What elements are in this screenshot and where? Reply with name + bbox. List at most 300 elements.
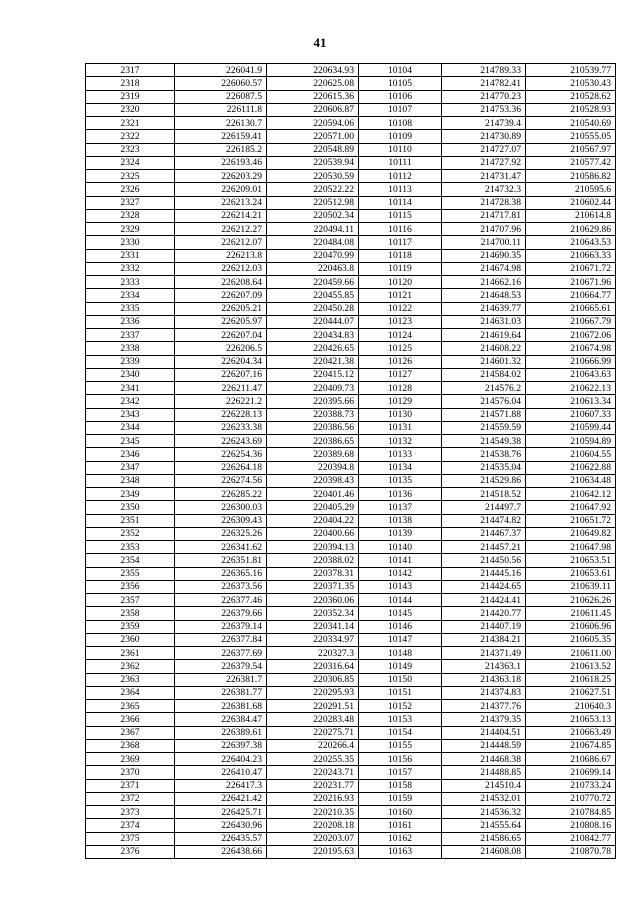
point-number-right-cell: 10124 [359,329,442,342]
y-coordinate-left-cell: 220371.35 [267,580,359,593]
y-coordinate-right-cell: 210627.51 [526,686,616,699]
point-number-right-cell: 10162 [359,832,442,845]
point-number-right-cell: 10158 [359,779,442,792]
y-coordinate-right-cell: 210555.05 [526,130,616,143]
point-number-left-cell: 2319 [86,90,175,103]
point-number-right-cell: 10150 [359,673,442,686]
point-number-right-cell: 10161 [359,819,442,832]
x-coordinate-left-cell: 226373.56 [175,580,267,593]
y-coordinate-right-cell: 210643.63 [526,368,616,381]
x-coordinate-left-cell: 226377.84 [175,633,267,646]
x-coordinate-left-cell: 226205.21 [175,302,267,315]
point-number-right-cell: 10148 [359,647,442,660]
y-coordinate-left-cell: 220539.94 [267,156,359,169]
x-coordinate-right-cell: 214662.16 [442,276,526,289]
y-coordinate-right-cell: 210604.55 [526,448,616,461]
x-coordinate-right-cell: 214727.07 [442,143,526,156]
y-coordinate-right-cell: 210586.82 [526,170,616,183]
table-row [86,64,616,77]
y-coordinate-right-cell: 210674.85 [526,739,616,752]
point-number-left-cell: 2345 [86,435,175,448]
table-row [86,223,616,236]
x-coordinate-left-cell: 226285.22 [175,488,267,501]
point-number-right-cell: 10132 [359,435,442,448]
y-coordinate-right-cell: 210842.77 [526,832,616,845]
x-coordinate-left-cell: 226111.8 [175,103,267,116]
y-coordinate-right-cell: 210594.89 [526,435,616,448]
x-coordinate-right-cell: 214728.38 [442,196,526,209]
point-number-right-cell: 10149 [359,660,442,673]
y-coordinate-right-cell: 210664.77 [526,289,616,302]
x-coordinate-left-cell: 226060.57 [175,77,267,90]
y-coordinate-right-cell: 210606.96 [526,620,616,633]
y-coordinate-right-cell: 210671.72 [526,262,616,275]
x-coordinate-left-cell: 226377.46 [175,594,267,607]
x-coordinate-right-cell: 214648.53 [442,289,526,302]
x-coordinate-left-cell: 226309.43 [175,514,267,527]
x-coordinate-left-cell: 226435.57 [175,832,267,845]
point-number-right-cell: 10129 [359,395,442,408]
point-number-right-cell: 10105 [359,77,442,90]
point-number-left-cell: 2321 [86,117,175,130]
x-coordinate-right-cell: 214518.52 [442,488,526,501]
y-coordinate-right-cell: 210629.86 [526,223,616,236]
table-row [86,209,616,222]
x-coordinate-right-cell: 214549.38 [442,435,526,448]
x-coordinate-left-cell: 226159.41 [175,130,267,143]
y-coordinate-left-cell: 220334.97 [267,633,359,646]
point-number-left-cell: 2373 [86,806,175,819]
x-coordinate-right-cell: 214770.23 [442,90,526,103]
point-number-right-cell: 10157 [359,766,442,779]
y-coordinate-right-cell: 210626.26 [526,594,616,607]
table-row [86,753,616,766]
point-number-right-cell: 10127 [359,368,442,381]
table-row [86,262,616,275]
y-coordinate-right-cell: 210667.79 [526,315,616,328]
y-coordinate-right-cell: 210528.93 [526,103,616,116]
coordinates-table [85,63,616,859]
point-number-left-cell: 2356 [86,580,175,593]
table-row [86,647,616,660]
y-coordinate-right-cell: 210651.72 [526,514,616,527]
x-coordinate-right-cell: 214707.96 [442,223,526,236]
point-number-right-cell: 10152 [359,700,442,713]
x-coordinate-right-cell: 214467.37 [442,527,526,540]
point-number-right-cell: 10154 [359,726,442,739]
x-coordinate-left-cell: 226438.66 [175,845,267,858]
x-coordinate-right-cell: 214371.49 [442,647,526,660]
table-row [86,554,616,567]
table-body [86,64,616,859]
point-number-right-cell: 10110 [359,143,442,156]
table-row [86,541,616,554]
x-coordinate-right-cell: 214690.35 [442,249,526,262]
point-number-right-cell: 10143 [359,580,442,593]
y-coordinate-right-cell: 210671.96 [526,276,616,289]
point-number-right-cell: 10135 [359,474,442,487]
y-coordinate-right-cell: 210699.14 [526,766,616,779]
point-number-left-cell: 2329 [86,223,175,236]
point-number-left-cell: 2374 [86,819,175,832]
y-coordinate-left-cell: 220426.65 [267,342,359,355]
table-row [86,726,616,739]
x-coordinate-left-cell: 226379.66 [175,607,267,620]
y-coordinate-left-cell: 220291.51 [267,700,359,713]
point-number-right-cell: 10140 [359,541,442,554]
x-coordinate-right-cell: 214576.04 [442,395,526,408]
x-coordinate-left-cell: 226417.3 [175,779,267,792]
x-coordinate-left-cell: 226228.13 [175,408,267,421]
point-number-left-cell: 2357 [86,594,175,607]
table-row [86,77,616,90]
table-row [86,779,616,792]
x-coordinate-right-cell: 214608.22 [442,342,526,355]
point-number-right-cell: 10160 [359,806,442,819]
point-number-left-cell: 2364 [86,686,175,699]
y-coordinate-left-cell: 220386.65 [267,435,359,448]
y-coordinate-right-cell: 210577.42 [526,156,616,169]
table-row [86,395,616,408]
table-row [86,382,616,395]
x-coordinate-left-cell: 226211.47 [175,382,267,395]
table-row [86,448,616,461]
x-coordinate-left-cell: 226212.27 [175,223,267,236]
point-number-left-cell: 2322 [86,130,175,143]
y-coordinate-left-cell: 220459.66 [267,276,359,289]
x-coordinate-left-cell: 226404.23 [175,753,267,766]
x-coordinate-left-cell: 226421.42 [175,792,267,805]
table-row [86,514,616,527]
x-coordinate-right-cell: 214384.21 [442,633,526,646]
table-row [86,739,616,752]
x-coordinate-right-cell: 214727.92 [442,156,526,169]
x-coordinate-left-cell: 226212.07 [175,236,267,249]
point-number-left-cell: 2332 [86,262,175,275]
x-coordinate-right-cell: 214457.21 [442,541,526,554]
page-number: 41 [313,35,327,50]
point-number-right-cell: 10163 [359,845,442,858]
x-coordinate-left-cell: 226130.7 [175,117,267,130]
point-number-left-cell: 2328 [86,209,175,222]
y-coordinate-left-cell: 220530.59 [267,170,359,183]
point-number-left-cell: 2330 [86,236,175,249]
table-row [86,607,616,620]
point-number-right-cell: 10112 [359,170,442,183]
x-coordinate-left-cell: 226425.71 [175,806,267,819]
y-coordinate-left-cell: 220634.93 [267,64,359,77]
y-coordinate-right-cell: 210663.49 [526,726,616,739]
table-row [86,673,616,686]
y-coordinate-right-cell: 210602.44 [526,196,616,209]
point-number-right-cell: 10151 [359,686,442,699]
x-coordinate-right-cell: 214584.02 [442,368,526,381]
y-coordinate-left-cell: 220571.00 [267,130,359,143]
table-row [86,806,616,819]
point-number-right-cell: 10159 [359,792,442,805]
y-coordinate-right-cell: 210634.48 [526,474,616,487]
table-row [86,567,616,580]
x-coordinate-left-cell: 226207.09 [175,289,267,302]
y-coordinate-left-cell: 220401.46 [267,488,359,501]
y-coordinate-right-cell: 210666.99 [526,355,616,368]
point-number-left-cell: 2376 [86,845,175,858]
table-row [86,527,616,540]
point-number-right-cell: 10131 [359,421,442,434]
y-coordinate-left-cell: 220404.22 [267,514,359,527]
y-coordinate-right-cell: 210567.97 [526,143,616,156]
x-coordinate-left-cell: 226351.81 [175,554,267,567]
point-number-right-cell: 10114 [359,196,442,209]
x-coordinate-right-cell: 214420.77 [442,607,526,620]
point-number-left-cell: 2371 [86,779,175,792]
point-number-left-cell: 2334 [86,289,175,302]
x-coordinate-right-cell: 214731.47 [442,170,526,183]
y-coordinate-right-cell: 210528.62 [526,90,616,103]
y-coordinate-left-cell: 220210.35 [267,806,359,819]
point-number-right-cell: 10119 [359,262,442,275]
point-number-right-cell: 10109 [359,130,442,143]
x-coordinate-left-cell: 226377.69 [175,647,267,660]
y-coordinate-right-cell: 210686.67 [526,753,616,766]
y-coordinate-left-cell: 220502.34 [267,209,359,222]
x-coordinate-right-cell: 214445.16 [442,567,526,580]
point-number-left-cell: 2352 [86,527,175,540]
y-coordinate-right-cell: 210770.72 [526,792,616,805]
y-coordinate-right-cell: 210611.45 [526,607,616,620]
y-coordinate-left-cell: 220208.18 [267,819,359,832]
y-coordinate-left-cell: 220327.3 [267,647,359,660]
x-coordinate-left-cell: 226381.68 [175,700,267,713]
y-coordinate-right-cell: 210539.77 [526,64,616,77]
table-row [86,143,616,156]
point-number-left-cell: 2335 [86,302,175,315]
table-row [86,660,616,673]
x-coordinate-left-cell: 226389.61 [175,726,267,739]
x-coordinate-left-cell: 226213.8 [175,249,267,262]
table-row [86,170,616,183]
point-number-left-cell: 2318 [86,77,175,90]
x-coordinate-left-cell: 226213.24 [175,196,267,209]
point-number-right-cell: 10117 [359,236,442,249]
x-coordinate-left-cell: 226087.5 [175,90,267,103]
x-coordinate-right-cell: 214608.08 [442,845,526,858]
x-coordinate-right-cell: 214407.19 [442,620,526,633]
y-coordinate-right-cell: 210611.00 [526,647,616,660]
x-coordinate-right-cell: 214576.2 [442,382,526,395]
point-number-left-cell: 2354 [86,554,175,567]
table-row [86,130,616,143]
x-coordinate-left-cell: 226206.5 [175,342,267,355]
x-coordinate-right-cell: 214450.56 [442,554,526,567]
y-coordinate-right-cell: 210639.11 [526,580,616,593]
y-coordinate-left-cell: 220295.93 [267,686,359,699]
point-number-right-cell: 10139 [359,527,442,540]
y-coordinate-right-cell: 210663.33 [526,249,616,262]
y-coordinate-right-cell: 210595.6 [526,183,616,196]
x-coordinate-right-cell: 214363.1 [442,660,526,673]
point-number-right-cell: 10142 [359,567,442,580]
x-coordinate-left-cell: 226430.96 [175,819,267,832]
x-coordinate-left-cell: 226274.56 [175,474,267,487]
point-number-left-cell: 2361 [86,647,175,660]
x-coordinate-right-cell: 214377.76 [442,700,526,713]
y-coordinate-right-cell: 210653.51 [526,554,616,567]
y-coordinate-left-cell: 220470.99 [267,249,359,262]
table-row [86,196,616,209]
y-coordinate-left-cell: 220341.14 [267,620,359,633]
point-number-left-cell: 2348 [86,474,175,487]
point-number-left-cell: 2323 [86,143,175,156]
x-coordinate-left-cell: 226203.29 [175,170,267,183]
x-coordinate-right-cell: 214674.98 [442,262,526,275]
point-number-left-cell: 2339 [86,355,175,368]
x-coordinate-right-cell: 214559.59 [442,421,526,434]
x-coordinate-left-cell: 226381.7 [175,673,267,686]
y-coordinate-right-cell: 210647.98 [526,541,616,554]
point-number-left-cell: 2341 [86,382,175,395]
point-number-left-cell: 2368 [86,739,175,752]
y-coordinate-right-cell: 210784.85 [526,806,616,819]
y-coordinate-left-cell: 220389.68 [267,448,359,461]
point-number-left-cell: 2343 [86,408,175,421]
point-number-left-cell: 2366 [86,713,175,726]
x-coordinate-right-cell: 214619.64 [442,329,526,342]
y-coordinate-left-cell: 220494.11 [267,223,359,236]
y-coordinate-left-cell: 220512.98 [267,196,359,209]
point-number-right-cell: 10106 [359,90,442,103]
point-number-right-cell: 10120 [359,276,442,289]
point-number-right-cell: 10123 [359,315,442,328]
y-coordinate-right-cell: 210672.06 [526,329,616,342]
x-coordinate-right-cell: 214404.51 [442,726,526,739]
point-number-left-cell: 2362 [86,660,175,673]
y-coordinate-left-cell: 220378.31 [267,567,359,580]
x-coordinate-left-cell: 226379.14 [175,620,267,633]
point-number-right-cell: 10145 [359,607,442,620]
point-number-left-cell: 2351 [86,514,175,527]
y-coordinate-left-cell: 220231.77 [267,779,359,792]
point-number-right-cell: 10122 [359,302,442,315]
x-coordinate-left-cell: 226300.03 [175,501,267,514]
point-number-left-cell: 2320 [86,103,175,116]
table-row [86,183,616,196]
y-coordinate-left-cell: 220400.66 [267,527,359,540]
y-coordinate-left-cell: 220360.06 [267,594,359,607]
y-coordinate-left-cell: 220484.08 [267,236,359,249]
point-number-right-cell: 10153 [359,713,442,726]
x-coordinate-right-cell: 214529.86 [442,474,526,487]
x-coordinate-right-cell: 214424.65 [442,580,526,593]
point-number-right-cell: 10138 [359,514,442,527]
point-number-right-cell: 10104 [359,64,442,77]
x-coordinate-right-cell: 214379.35 [442,713,526,726]
point-number-left-cell: 2369 [86,753,175,766]
point-number-left-cell: 2346 [86,448,175,461]
x-coordinate-right-cell: 214717.81 [442,209,526,222]
point-number-left-cell: 2342 [86,395,175,408]
y-coordinate-left-cell: 220394.8 [267,461,359,474]
y-coordinate-right-cell: 210614.8 [526,209,616,222]
y-coordinate-right-cell: 210605.35 [526,633,616,646]
point-number-right-cell: 10136 [359,488,442,501]
y-coordinate-left-cell: 220283.48 [267,713,359,726]
y-coordinate-left-cell: 220195.63 [267,845,359,858]
y-coordinate-left-cell: 220352.34 [267,607,359,620]
x-coordinate-left-cell: 226325.26 [175,527,267,540]
table-row [86,594,616,607]
table-row [86,408,616,421]
point-number-right-cell: 10125 [359,342,442,355]
y-coordinate-left-cell: 220266.4 [267,739,359,752]
point-number-right-cell: 10121 [359,289,442,302]
x-coordinate-left-cell: 226341.62 [175,541,267,554]
point-number-left-cell: 2365 [86,700,175,713]
y-coordinate-left-cell: 220388.73 [267,408,359,421]
point-number-right-cell: 10141 [359,554,442,567]
y-coordinate-right-cell: 210540.69 [526,117,616,130]
y-coordinate-left-cell: 220444.07 [267,315,359,328]
table-row [86,832,616,845]
point-number-left-cell: 2336 [86,315,175,328]
y-coordinate-left-cell: 220398.43 [267,474,359,487]
y-coordinate-right-cell: 210808.16 [526,819,616,832]
table-row [86,236,616,249]
point-number-left-cell: 2350 [86,501,175,514]
table-row [86,620,616,633]
point-number-left-cell: 2337 [86,329,175,342]
point-number-left-cell: 2358 [86,607,175,620]
point-number-left-cell: 2360 [86,633,175,646]
point-number-right-cell: 10108 [359,117,442,130]
x-coordinate-right-cell: 214448.59 [442,739,526,752]
x-coordinate-right-cell: 214374.83 [442,686,526,699]
y-coordinate-right-cell: 210613.34 [526,395,616,408]
table-row [86,276,616,289]
point-number-left-cell: 2324 [86,156,175,169]
table-row [86,421,616,434]
x-coordinate-right-cell: 214497.7 [442,501,526,514]
x-coordinate-left-cell: 226365.16 [175,567,267,580]
y-coordinate-right-cell: 210607.33 [526,408,616,421]
y-coordinate-right-cell: 210643.53 [526,236,616,249]
point-number-left-cell: 2367 [86,726,175,739]
point-number-right-cell: 10126 [359,355,442,368]
table-row [86,845,616,858]
x-coordinate-right-cell: 214488.85 [442,766,526,779]
y-coordinate-left-cell: 220625.08 [267,77,359,90]
x-coordinate-left-cell: 226379.54 [175,660,267,673]
table-row [86,355,616,368]
y-coordinate-left-cell: 220455.85 [267,289,359,302]
point-number-right-cell: 10113 [359,183,442,196]
y-coordinate-left-cell: 220405.29 [267,501,359,514]
x-coordinate-right-cell: 214363.18 [442,673,526,686]
point-number-right-cell: 10155 [359,739,442,752]
x-coordinate-left-cell: 226410.47 [175,766,267,779]
x-coordinate-left-cell: 226243.69 [175,435,267,448]
y-coordinate-left-cell: 220463.8 [267,262,359,275]
table-row [86,792,616,805]
point-number-right-cell: 10156 [359,753,442,766]
y-coordinate-left-cell: 220216.93 [267,792,359,805]
y-coordinate-right-cell: 210622.88 [526,461,616,474]
point-number-left-cell: 2353 [86,541,175,554]
y-coordinate-left-cell: 220615.36 [267,90,359,103]
table-row [86,249,616,262]
y-coordinate-right-cell: 210653.13 [526,713,616,726]
point-number-right-cell: 10107 [359,103,442,116]
